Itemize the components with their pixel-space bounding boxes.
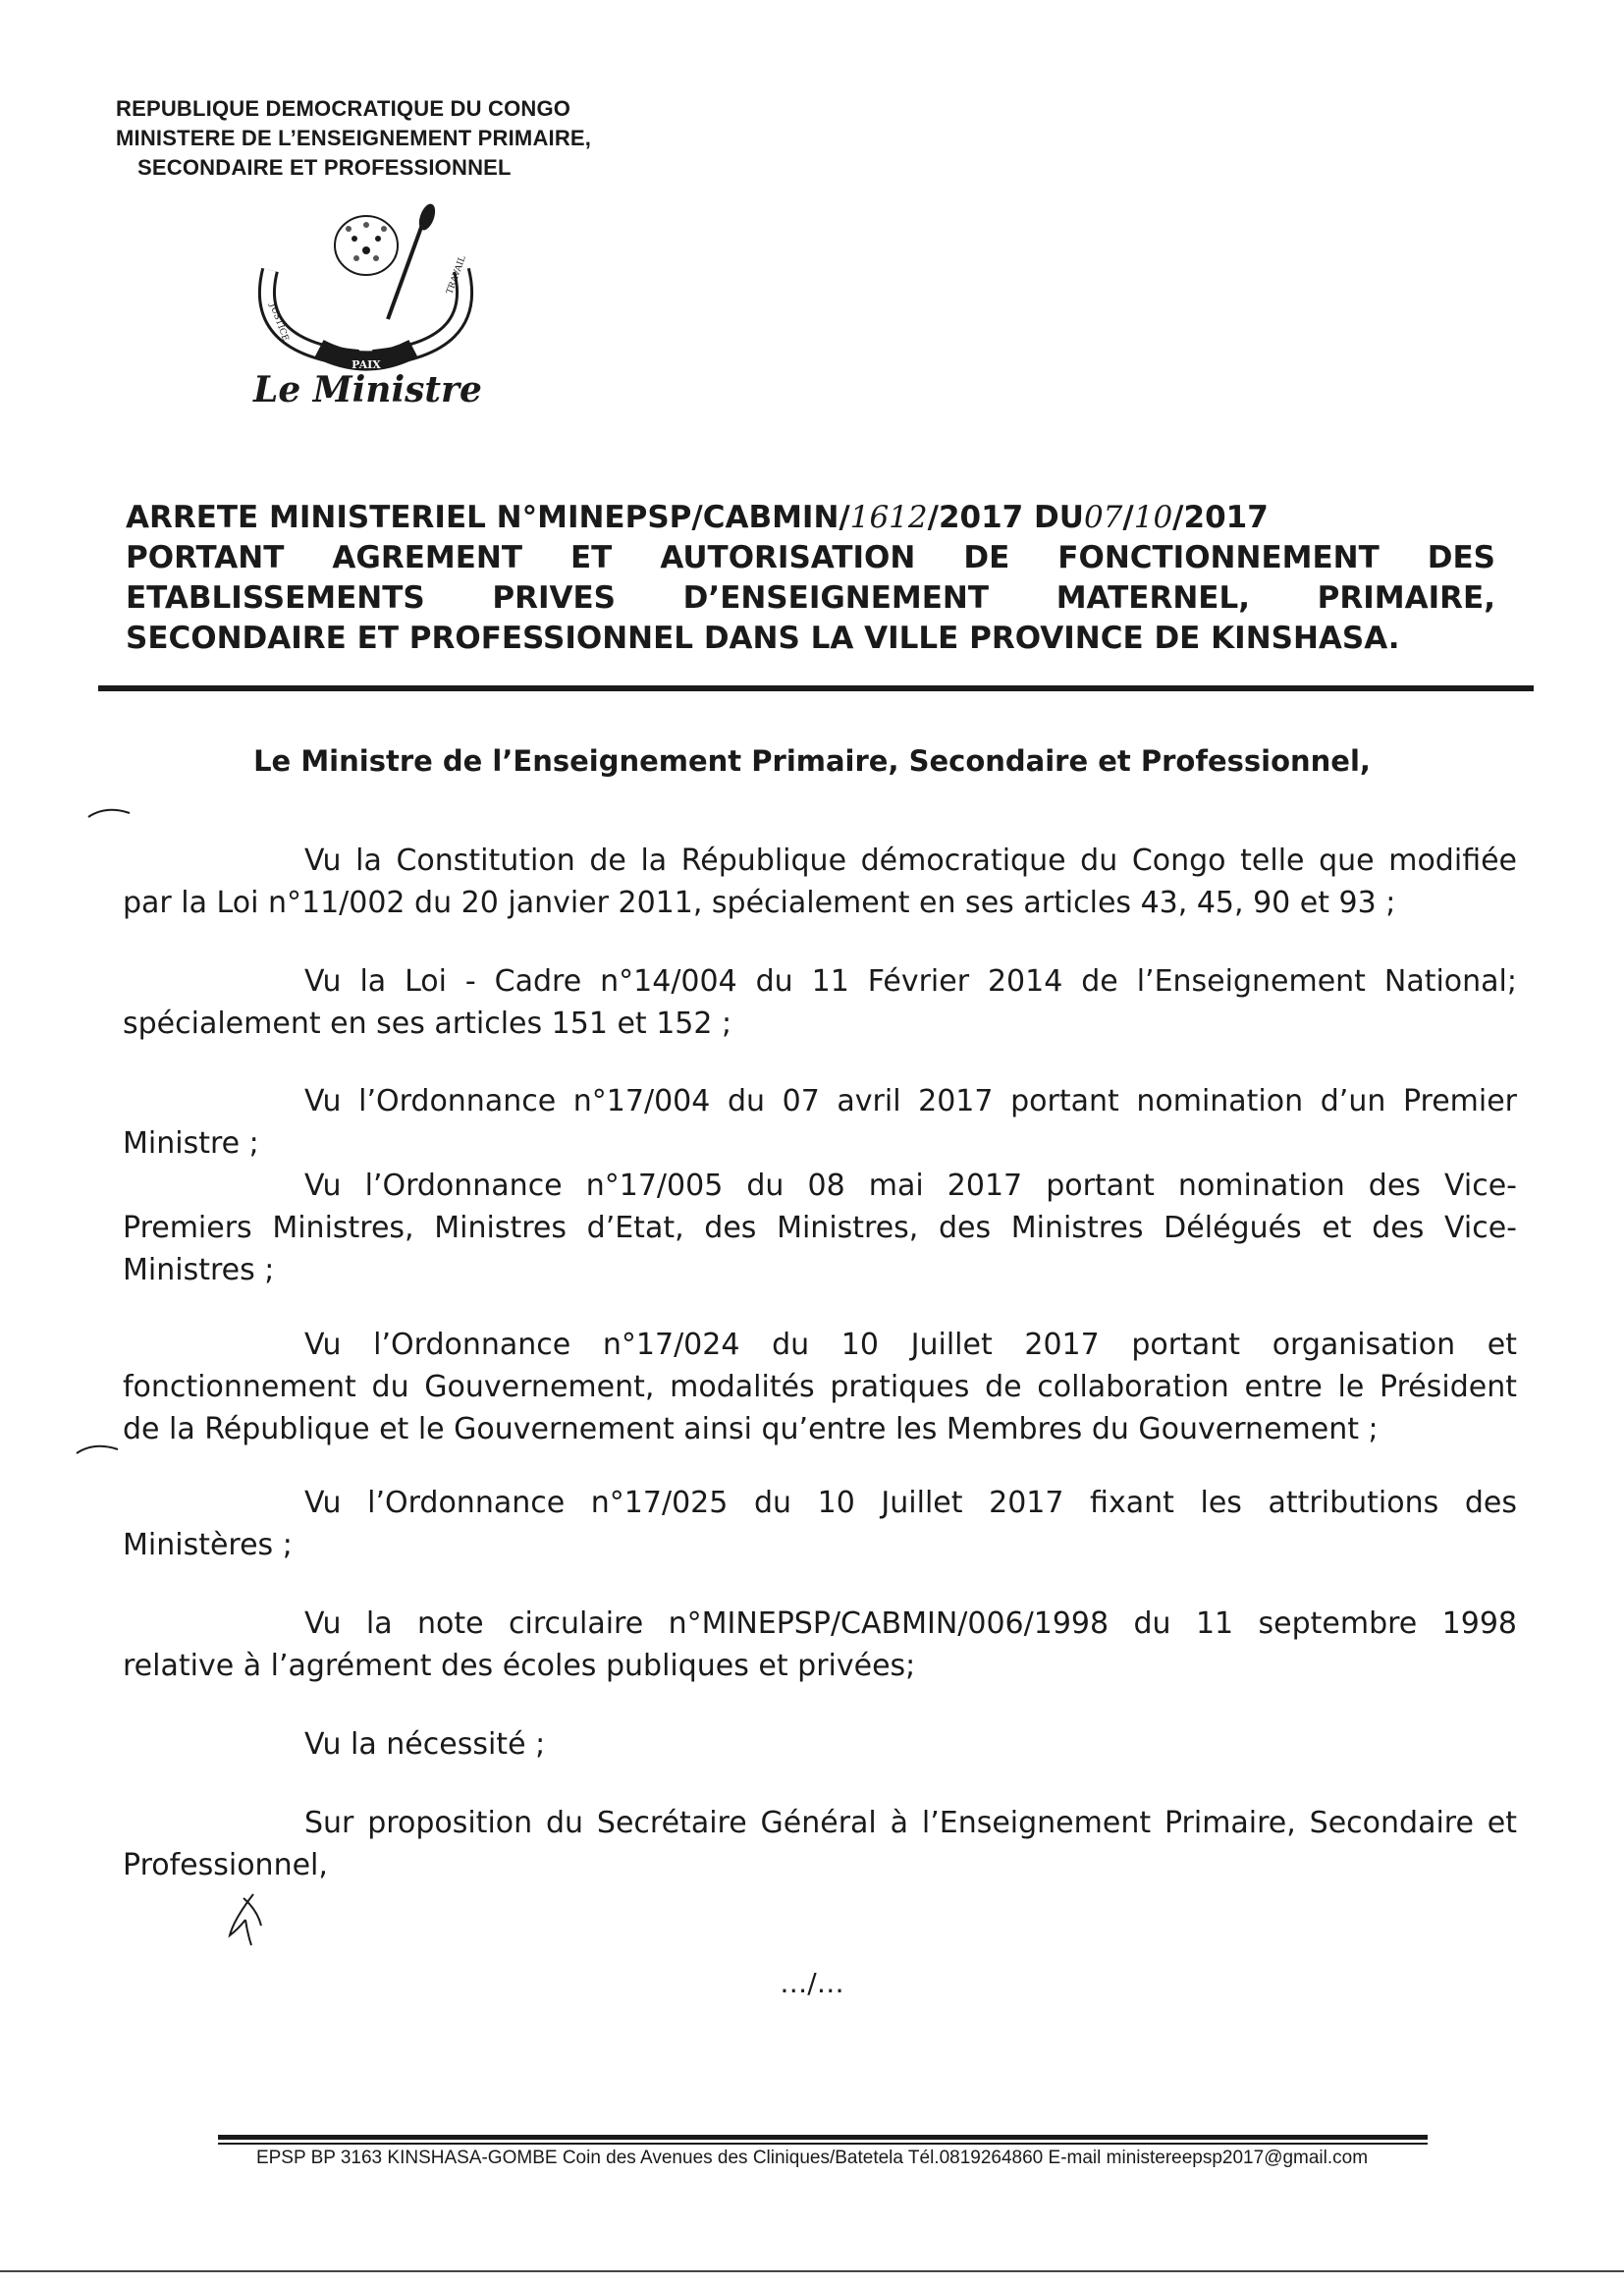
country-name: REPUBLIQUE DEMOCRATIQUE DU CONGO [116,96,571,121]
ministry-name-line2: SECONDAIRE ET PROFESSIONNEL [137,155,512,180]
handwritten-initial [224,1890,273,1949]
consideration-line: Vu l’Ordonnance n°17/025 du 10 Juillet 2017 fixant les attributions des [304,1486,1517,1520]
consideration-line: spécialement en ses articles 151 et 152 ; [123,1007,732,1041]
ministry-name-line1: MINISTERE DE L’ENSEIGNEMENT PRIMAIRE, [116,126,592,150]
decree-month-handwritten: 10 [1133,500,1173,535]
consideration-line: Ministres ; [123,1253,275,1287]
seal-motto-bottom: PAIX [352,358,381,371]
consideration-line: par la Loi n°11/002 du 20 janvier 2011, spécialement en ses articles 43, 45, 90 et 93 ; [123,886,1396,920]
title-divider [98,685,1534,691]
consideration-ordonnance-17-005 [123,1165,1517,1291]
continuation-mark: …/… [780,1967,844,1999]
decree-year-mid: /2017 DU [927,500,1084,535]
consideration-line: Vu la Constitution de la République démocratique du Congo telle que modifiée [304,844,1517,878]
consideration-line: Vu l’Ordonnance n°17/005 du 08 mai 2017 portant nomination des Vice- [304,1169,1517,1203]
consideration-note-circulaire [123,1603,1517,1687]
margin-mark [75,1442,120,1455]
consideration-line: Ministre ; [123,1126,259,1161]
consideration-line: Ministères ; [123,1528,293,1562]
consideration-line: Vu la nécessité ; [304,1727,546,1762]
consideration-line: Vu l’Ordonnance n°17/004 du 07 avril 2017 portant nomination d’un Premier [304,1084,1517,1118]
decree-title-line3: ETABLISSEMENTS PRIVES D’ENSEIGNEMENT MATERNEL, PRIMAIRE, [126,580,1495,616]
scan-page-edge [0,2270,1624,2272]
decree-title-line2: PORTANT AGREMENT ET AUTORISATION DE FONCTIONNEMENT DES [126,540,1495,575]
consideration-necessite [123,1723,1517,1766]
consideration-line: Professionnel, [123,1848,328,1882]
seal-motto-left: JUSTICE [267,301,291,343]
decree-date-separator: / [1122,500,1134,535]
decree-title-line4: SECONDAIRE ET PROFESSIONNEL DANS LA VILLE PROVINCE DE KINSHASA. [126,621,1400,656]
decree-year-suffix: /2017 [1172,500,1269,535]
margin-mark [86,805,132,819]
seal-motto-right: TRAVAIL [445,254,468,297]
consideration-constitution [123,840,1517,924]
consideration-ordonnance-17-024 [123,1324,1517,1450]
consideration-line: Vu la note circulaire n°MINEPSP/CABMIN/006/1998 du 11 septembre 1998 [304,1606,1517,1641]
decree-number-prefix: ARRETE MINISTERIEL N°MINEPSP/CABMIN/ [126,500,850,535]
coat-of-arms-seal [241,201,496,388]
decree-title-line1 [126,499,1495,536]
consideration-line: Sur proposition du Secrétaire Général à l’Enseignement Primaire, Secondaire et [304,1806,1517,1840]
decree-day-handwritten: 07 [1083,500,1123,535]
consideration-line: fonctionnement du Gouvernement, modalités pratiques de collaboration entre le Président [123,1370,1517,1404]
consideration-line: Premiers Ministres, Ministres d’Etat, des Ministres, des Ministres Délégués et des Vice- [123,1211,1517,1245]
consideration-ordonnance-17-025 [123,1482,1517,1566]
consideration-ordonnance-17-004 [123,1080,1517,1165]
preamble-heading: Le Ministre de l’Enseignement Primaire, Secondaire et Professionnel, [253,744,1371,778]
footer-rule-thick [218,2135,1428,2140]
consideration-line: Vu la Loi - Cadre n°14/004 du 11 Février 2014 de l’Enseignement National; [304,964,1517,999]
consideration-line: Vu l’Ordonnance n°17/024 du 10 Juillet 2017 portant organisation et [304,1328,1517,1362]
decree-number-handwritten: 1612 [849,500,928,535]
consideration-proposition [123,1802,1517,1886]
consideration-loi-cadre [123,960,1517,1045]
footer-address: EPSP BP 3163 KINSHASA-GOMBE Coin des Avenues des Cliniques/Batetela Tél.0819264860 E-mail ministereepsp2017@gmail.com [255,2148,1369,2168]
consideration-line: relative à l’agrément des écoles publiques et privées; [123,1649,916,1683]
signatory-title: Le Ministre [253,369,482,410]
footer-rule-thin [218,2143,1428,2145]
consideration-line: de la République et le Gouvernement ainsi qu’entre les Membres du Gouvernement ; [123,1412,1379,1446]
